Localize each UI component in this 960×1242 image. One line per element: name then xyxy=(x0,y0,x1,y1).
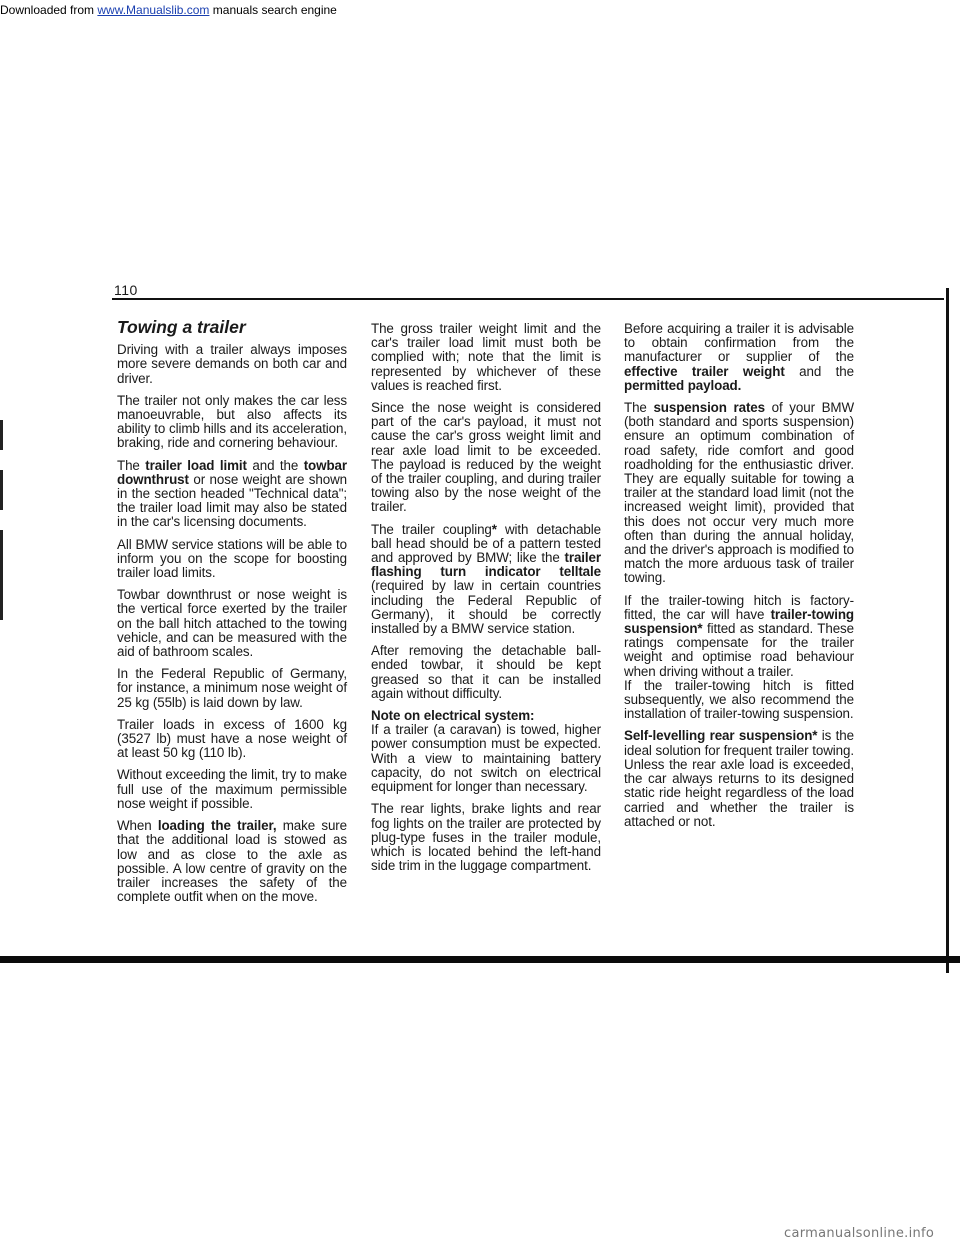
paragraph: Without exceeding the limit, try to make full use of the maximum permissible nose weight if possible. xyxy=(117,767,347,811)
paragraph: Before acquiring a trailer it is advisable to obtain confirmation from the manufacturer or supplier of the effective trailer weight and the permitted payload. xyxy=(624,321,854,393)
paragraph: Since the nose weight is considered part of the car's payload, it must not cause the car's gross weight limit and rear axle load limit to be exceeded. The payload is reduced by the weight of the trailer coupling, and during trailer towing also by the nose weight of the trailer. xyxy=(371,400,601,515)
paragraph: In the Federal Republic of Germany, for instance, a minimum nose weight of 25 kg (55lb) is laid down by law. xyxy=(117,666,347,710)
paragraph: The rear lights, brake lights and rear fog lights on the trailer are protected by plug-type fuses in the trailer module, which is located behind the left-hand side trim in the luggage compartment. xyxy=(371,801,601,874)
note-heading: Note on electrical system: xyxy=(371,708,535,724)
paragraph: After removing the detachable ball-ended towbar, it should be kept greased so that it can be installed again without difficulty. xyxy=(371,643,601,701)
column-middle xyxy=(371,322,601,881)
paragraph: When loading the trailer, make sure that the additional load is stowed as low and as close to the axle as possible. A low centre of gravity on the trailer increases the safety of the complete outfit when on the move. xyxy=(117,818,348,905)
manualslib-link[interactable]: www.Manualslib.com xyxy=(97,3,210,17)
paragraph: If the trailer-towing hitch is factory-fitted, the car will have trailer-towing suspension* fitted as standard. These ratings compensate for the trailer weight and optimise road behaviour when driving without a trailer. If the trailer-towing hitch is fitted subsequently, we also recommend the installation of trailer-towing suspension. xyxy=(624,592,854,722)
note-electrical: Note on electrical system: If a trailer (a caravan) is towed, higher power consumption must be expected. With a view to maintaining battery capacity, do not switch on electrical equipment for longer than necessary. xyxy=(371,708,601,795)
paragraph: The trailer load limit and the towbar downthrust or nose weight are shown in the section headed "Technical data"; the trailer load limit may also be stated in the car's licensing documents. xyxy=(117,457,347,530)
paragraph: Towbar downthrust or nose weight is the vertical force exerted by the trailer on the ball hitch attached to the towing vehicle, and can be measured with the aid of bathroom scales. xyxy=(117,587,347,660)
header-suffix: manuals search engine xyxy=(209,3,337,17)
paragraph: The trailer not only makes the car less manoeuvrable, but also affects its ability to climb hills and its acceleration, braking, ride and cornering behaviour. xyxy=(117,392,347,451)
header-prefix: Downloaded from xyxy=(0,3,98,17)
section-title: Towing a trailer xyxy=(117,317,246,337)
top-rule xyxy=(112,298,944,300)
column-right xyxy=(624,322,854,837)
column-left xyxy=(117,312,347,912)
download-header xyxy=(0,0,960,20)
paragraph: Driving with a trailer always imposes more severe demands on both car and driver. xyxy=(117,342,347,386)
paragraph: The trailer coupling* with detachable ball head should be of a pattern tested and approved by BMW; like the trailer flashing turn indicator telltale (required by law in certain countries including the Federal Republic of Germany), it should be correctly installed by a BMW service station. xyxy=(371,521,601,637)
bottom-band xyxy=(0,956,960,963)
paragraph: All BMW service stations will be able to inform you on the scope for boosting trailer load limits. xyxy=(117,536,347,581)
footer-watermark: carmanualsonline.info xyxy=(784,1226,935,1241)
paragraph: The gross trailer weight limit and the car's trailer load limit must both be complied with; note that the limit is represented by whichever of these values is reached first. xyxy=(371,321,601,393)
paragraph: The suspension rates of your BMW (both standard and sports suspension) ensure an optimum combination of road safety, ride comfort and good roadholding for the enthusiastic driver. They are equally suitable for towing a trailer at the standard load limit (not the increased weight limit), provided that this does not occur very much more often than during the annual holiday, and the driver's approach is modified to match the more arduous task of trailer towing. xyxy=(624,400,855,586)
paragraph: Self-levelling rear suspension* is the ideal solution for frequent trailer towing. Unless the rear axle load is exceeded, the car always returns to its designed static ride height regardless of the load carried and whether the trailer is attached or not. xyxy=(624,728,854,829)
right-edge-bar xyxy=(946,288,949,973)
page-number: 110 xyxy=(114,282,138,298)
paragraph: Trailer loads in excess of 1600 kg (3527 lb) must have a nose weight of at least 50 kg (110 lb). xyxy=(117,716,347,761)
